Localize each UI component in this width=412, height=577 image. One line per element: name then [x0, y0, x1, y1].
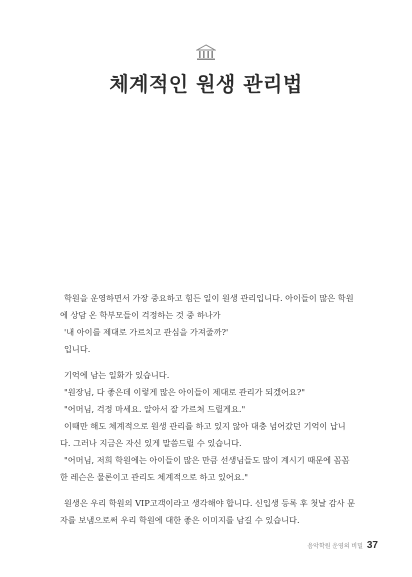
text-line: 입니다. — [64, 344, 91, 354]
page-footer — [307, 540, 378, 551]
text-line: 다. 그러나 지금은 자신 있게 말씀드릴 수 있습니다. — [60, 438, 242, 448]
text-line: 자를 보냄으로써 우리 학원에 대한 좋은 이미지를 남길 수 있습니다. — [60, 515, 300, 525]
text-line: "어머님, 걱정 마세요. 알아서 잘 가르쳐 드릴게요." — [64, 404, 246, 414]
text-line: 학원을 운영하면서 가장 중요하고 힘든 일이 원생 관리입니다. 아이들이 많은 학원 — [64, 293, 354, 303]
running-footer-label: 음악학원 운영의 비밀 — [307, 544, 363, 550]
page-title: 체계적인 원생 관리법 — [109, 72, 303, 96]
text-line: 이때만 해도 체계적으로 원생 관리를 하고 있지 않아 대충 넘어갔던 기억이 납니 — [64, 421, 346, 431]
text-line: 기억에 남는 일화가 있습니다. — [64, 370, 170, 380]
building-icon — [196, 44, 216, 62]
text-line: "원장님, 다 좋은데 이렇게 많은 아이들이 제대로 관리가 되겠어요?" — [64, 387, 305, 397]
body-text — [60, 290, 360, 529]
text-line: 에 상담 온 학부모들이 걱정하는 것 중 하나가 — [60, 310, 221, 320]
text-line: "어머님, 저희 학원에는 아이들이 많은 만큼 선생님들도 많이 계시기 때문에 꼼꼼 — [64, 455, 350, 465]
text-line: 원생은 우리 학원의 VIP고객이라고 생각해야 합니다. 신입생 등록 후 첫날 감사 문 — [64, 498, 356, 508]
text-line: 한 레슨은 물론이고 관리도 체계적으로 하고 있어요." — [60, 472, 249, 482]
page-number: 37 — [366, 540, 378, 551]
text-line: '내 아이를 제대로 가르치고 관심을 가져줄까?' — [64, 327, 229, 337]
